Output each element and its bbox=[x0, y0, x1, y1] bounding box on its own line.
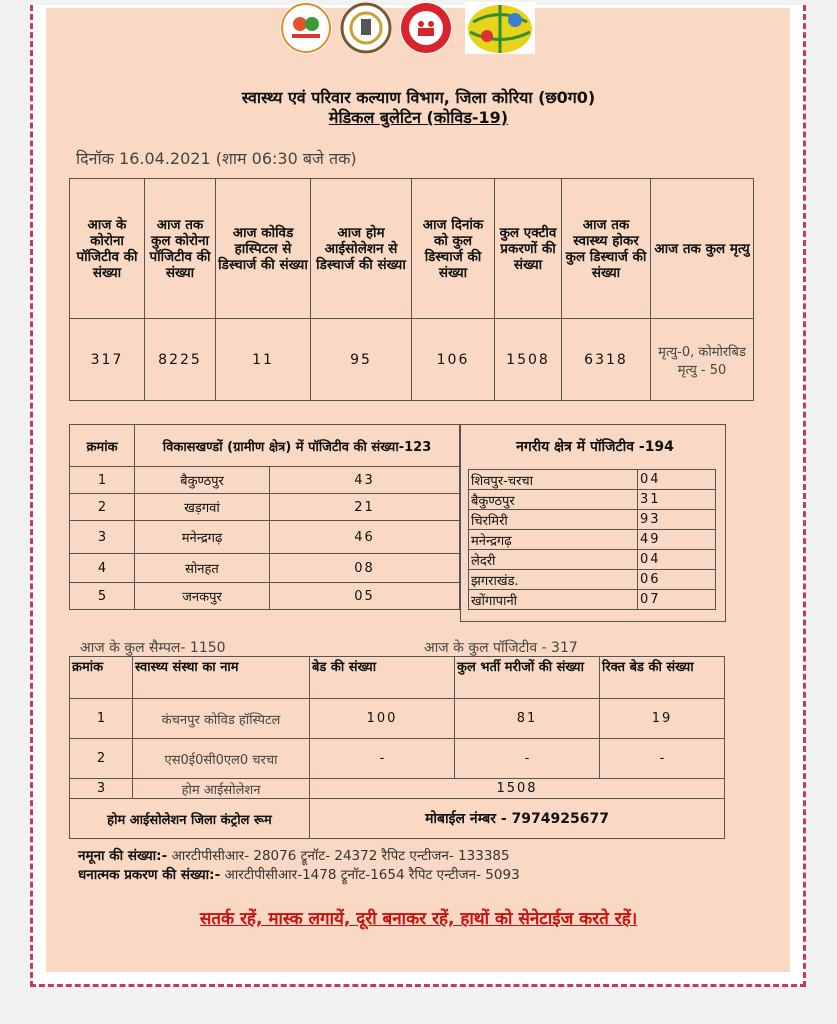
urban-area-name: खोंगापानी bbox=[469, 590, 638, 610]
urban-count: 07 bbox=[638, 590, 716, 610]
admitted-header: कुल भर्ती मरीजों की संख्या bbox=[455, 657, 600, 699]
rural-title-header: विकासखण्डों (ग्रामीण क्षेत्र) में पॉजिटीव की संख्या-123 bbox=[135, 425, 460, 467]
rural-block-name: सोनहत bbox=[135, 554, 270, 583]
today-positive-value: 317 bbox=[70, 319, 145, 401]
urban-table bbox=[468, 469, 716, 610]
summary-table bbox=[69, 178, 754, 401]
summary-header: कुल एक्टीव प्रकरणों की संख्या bbox=[495, 179, 562, 319]
safety-slogan: सतर्क रहें, मास्क लगायें, दूरी बनाकर रहें, हाथों को सेनेटाईज करते रहें। bbox=[199, 909, 638, 929]
facility-vacant: - bbox=[600, 739, 725, 779]
vacant-header: रिक्त बेड की संख्या bbox=[600, 657, 725, 699]
facility-name: एस0ई0सी0एल0 चरचा bbox=[133, 739, 310, 779]
total-recovered-value: 6318 bbox=[562, 319, 651, 401]
facility-sr: 1 bbox=[70, 699, 133, 739]
summary-header: आज तक कुल कोरोना पॉजिटीव की संख्या bbox=[145, 179, 216, 319]
home-isolation-count: 1508 bbox=[310, 779, 725, 799]
urban-area-name: मनेन्द्रगढ़ bbox=[469, 530, 638, 550]
facility-beds: 100 bbox=[310, 699, 455, 739]
bulletin-date: दिनॉक 16.04.2021 (शाम 06:30 बजे तक) bbox=[76, 149, 357, 168]
summary-header: आज के कोरोना पॉजिटीव की संख्या bbox=[70, 179, 145, 319]
urban-area-name: बैकुण्ठपुर bbox=[469, 490, 638, 510]
bulletin-title: मेडिकल बुलेटिन (कोविड-19) bbox=[328, 108, 509, 127]
total-positive-value: 8225 bbox=[145, 319, 216, 401]
urban-area-name: झगराखंड. bbox=[469, 570, 638, 590]
summary-header: आज तक कुल मृत्यु bbox=[651, 179, 754, 319]
urban-area-name: शिवपुर-चरचा bbox=[469, 470, 638, 490]
urban-area-name: लेदरी bbox=[469, 550, 638, 570]
rural-block-name: खड़गवां bbox=[135, 494, 270, 521]
facility-vacant: 19 bbox=[600, 699, 725, 739]
rural-table bbox=[69, 424, 460, 610]
facility-admitted: 81 bbox=[455, 699, 600, 739]
rural-count: 46 bbox=[270, 521, 460, 554]
urban-count: 06 bbox=[638, 570, 716, 590]
facility-admitted: - bbox=[455, 739, 600, 779]
home-isolation-discharge-value: 95 bbox=[311, 319, 412, 401]
samples-value: आरटीपीसीआर- 28076 ट्रूनॉट- 24372 रैपिट एन्टीजन- 133385 bbox=[171, 848, 510, 864]
facilities-table bbox=[69, 656, 725, 839]
department-heading: स्वास्थ्य एवं परिवार कल्याण विभाग, जिला कोरिया (छ0ग0) bbox=[241, 88, 596, 107]
rural-count: 21 bbox=[270, 494, 460, 521]
rural-sr: 4 bbox=[70, 554, 135, 583]
rural-block-name: मनेन्द्रगढ़ bbox=[135, 521, 270, 554]
active-cases-value: 1508 bbox=[495, 319, 562, 401]
summary-header: आज होम आईसोलेशन से डिस्चार्ज की संख्या bbox=[311, 179, 412, 319]
rural-count: 05 bbox=[270, 583, 460, 610]
control-room-label: होम आईसोलेशन जिला कंट्रोल रूम bbox=[70, 799, 310, 839]
facility-name: कंचनपुर कोविड हॉस्पिटल bbox=[133, 699, 310, 739]
facility-sr-header: क्रमांक bbox=[70, 657, 133, 699]
rural-count: 43 bbox=[270, 467, 460, 494]
rural-count: 08 bbox=[270, 554, 460, 583]
urban-count: 04 bbox=[638, 470, 716, 490]
rural-sr: 5 bbox=[70, 583, 135, 610]
samples-summary bbox=[78, 846, 510, 864]
facility-sr: 2 bbox=[70, 739, 133, 779]
facility-sr: 3 bbox=[70, 779, 133, 799]
health-dept-logo bbox=[280, 2, 332, 54]
nhm-logo bbox=[400, 2, 452, 54]
facility-name: होम आईसोलेशन bbox=[133, 779, 310, 799]
rural-sr: 2 bbox=[70, 494, 135, 521]
chhattisgarh-emblem-logo bbox=[340, 2, 392, 54]
facility-name-header: स्वास्थ्य संस्था का नाम bbox=[133, 657, 310, 699]
urban-count: 04 bbox=[638, 550, 716, 570]
globe-logo bbox=[465, 2, 535, 54]
positive-summary bbox=[78, 865, 520, 883]
logo-strip bbox=[280, 0, 540, 56]
positive-label: धनात्मक प्रकरण की संख्या:- bbox=[78, 867, 221, 883]
rural-sr: 1 bbox=[70, 467, 135, 494]
total-positive-text: आज के कुल पॉजिटीव - 317 bbox=[424, 640, 578, 656]
summary-header: आज दिनांक को कुल डिस्चार्ज की संख्या bbox=[412, 179, 495, 319]
hospital-discharge-value: 11 bbox=[216, 319, 311, 401]
urban-area-name: चिरमिरी bbox=[469, 510, 638, 530]
facility-beds: - bbox=[310, 739, 455, 779]
control-room-mobile: मोबाईल नंम्बर - 7974925677 bbox=[310, 799, 725, 839]
urban-count: 93 bbox=[638, 510, 716, 530]
rural-sr-header: क्रमांक bbox=[70, 425, 135, 467]
beds-header: बेड की संख्या bbox=[310, 657, 455, 699]
samples-label: नमूना की संख्या:- bbox=[78, 848, 168, 864]
summary-header: आज कोविड हास्पिटल से डिस्चार्ज की संख्या bbox=[216, 179, 311, 319]
rural-block-name: जनकपुर bbox=[135, 583, 270, 610]
urban-count: 31 bbox=[638, 490, 716, 510]
rural-sr: 3 bbox=[70, 521, 135, 554]
total-samples-text: आज के कुल सैम्पल- 1150 bbox=[80, 640, 226, 656]
urban-count: 49 bbox=[638, 530, 716, 550]
total-deaths-value: मृत्यु-0, कोमोरबिड मृत्यु - 50 bbox=[651, 319, 754, 401]
summary-header: आज तक स्वास्थ्य होकर कुल डिस्चार्ज की संख्या bbox=[562, 179, 651, 319]
positive-value: आरटीपीसीआर-1478 ट्रूनॉट-1654 रैपिट एन्टीजन- 5093 bbox=[224, 867, 520, 883]
rural-block-name: बैकुण्ठपुर bbox=[135, 467, 270, 494]
urban-title: नगरीय क्षेत्र में पॉजिटीव -194 bbox=[516, 439, 674, 455]
today-total-discharge-value: 106 bbox=[412, 319, 495, 401]
